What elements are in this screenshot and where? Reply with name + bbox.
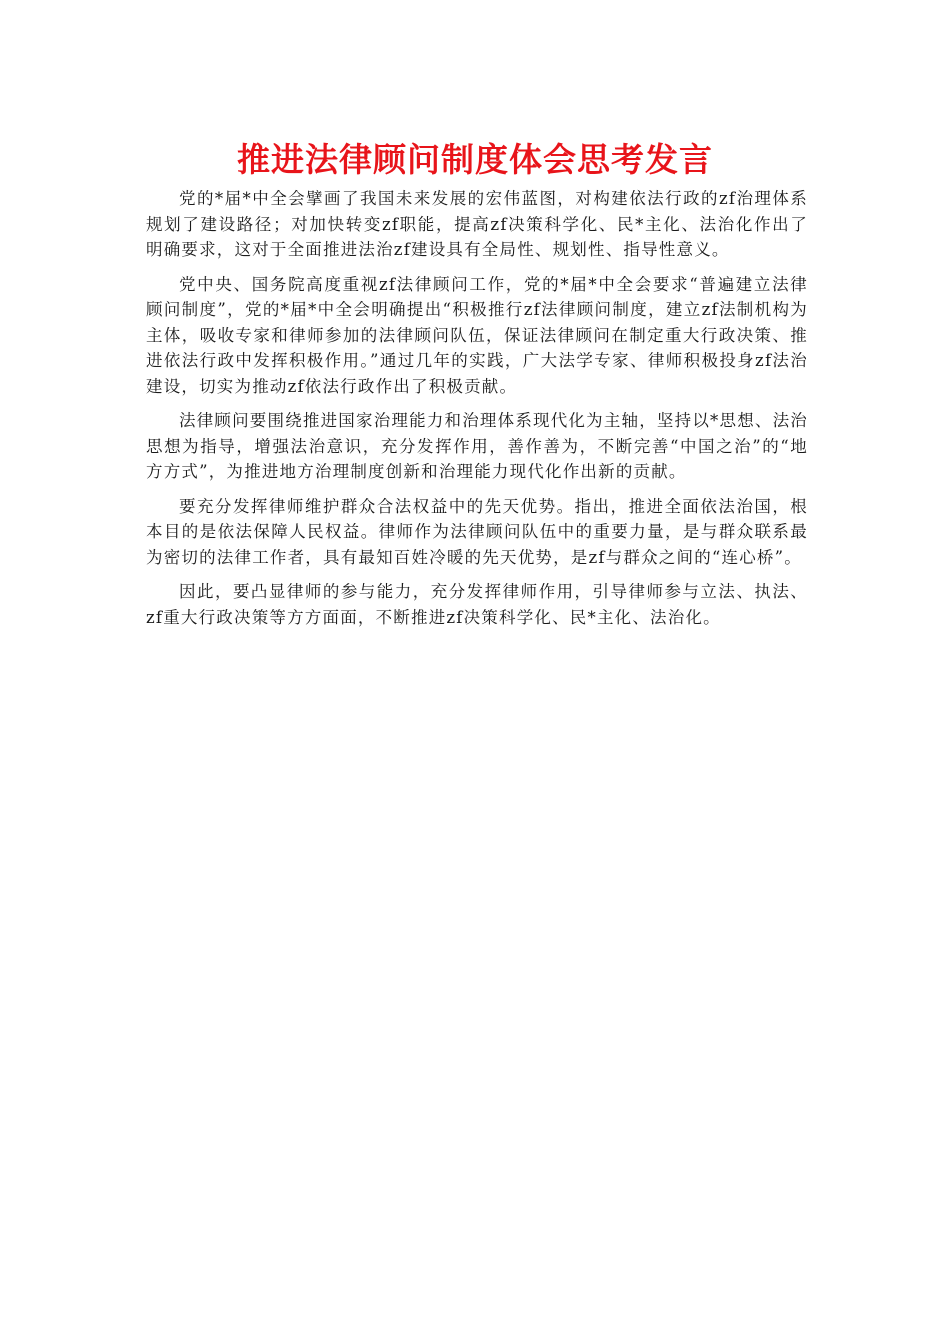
document-body <box>146 186 808 639</box>
paragraph-2: 党中央、国务院高度重视zf法律顾问工作，党的*届*中全会要求“普遍建立法律顾问制度”，党的*届*中全会明确提出“积极推行zf法律顾问制度，建立zf法制机构为主体，吸收专家和律师参加的法律顾问队伍，保证法律顾问在制定重大行政决策、推进依法行政中发挥积极作用。”通过几年的实践，广大法学专家、律师积极投身zf法治建设，切实为推动zf依法行政作出了积极贡献。 <box>146 274 808 396</box>
paragraph-3: 法律顾问要围绕推进国家治理能力和治理体系现代化为主轴，坚持以*思想、法治思想为指导，增强法治意识，充分发挥作用，善作善为，不断完善“中国之治”的“地方方式”，为推进地方治理制度创新和治理能力现代化作出新的贡献。 <box>146 411 808 481</box>
paragraph-1: 党的*届*中全会擘画了我国未来发展的宏伟蓝图，对构建依法行政的zf治理体系规划了建设路径；对加快转变zf职能，提高zf决策科学化、民*主化、法治化作出了明确要求，这对于全面推进法治zf建设具有全局性、规划性、指导性意义。 <box>146 189 808 259</box>
document-title: 推进法律顾问制度体会思考发言 <box>237 140 713 179</box>
paragraph-5: 因此，要凸显律师的参与能力，充分发挥律师作用，引导律师参与立法、执法、zf重大行政决策等方方面面，不断推进zf决策科学化、民*主化、法治化。 <box>146 582 808 627</box>
paragraph-4: 要充分发挥律师维护群众合法权益中的先天优势。指出，推进全面依法治国，根本目的是依法保障人民权益。律师作为法律顾问队伍中的重要力量，是与群众联系最为密切的法律工作者，具有最知百姓冷暖的先天优势，是zf与群众之间的“连心桥”。 <box>146 496 808 567</box>
